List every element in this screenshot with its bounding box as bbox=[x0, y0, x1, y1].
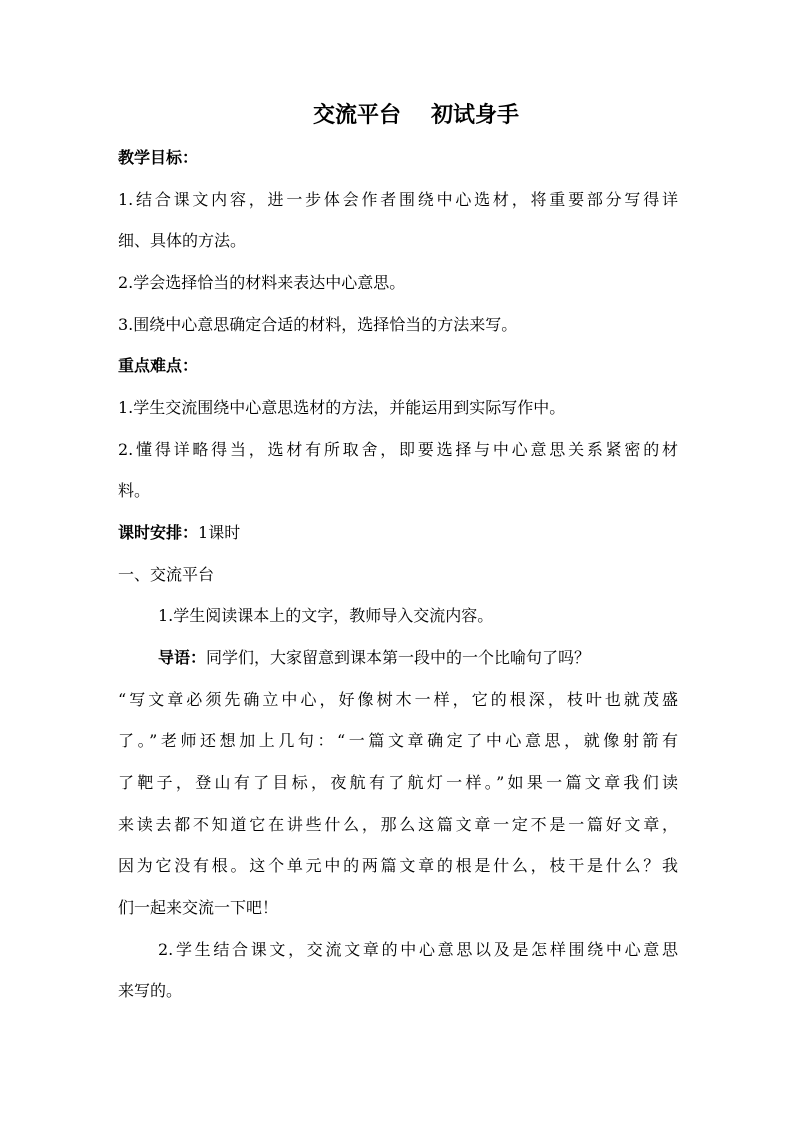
page-title bbox=[0, 100, 794, 130]
guide-line-1 bbox=[158, 646, 678, 670]
goals-heading: 教学目标： bbox=[118, 148, 199, 167]
guide-line-4: 了靶子，登山有了目标，夜航有了航灯一样。”如果一篇文章我们读 bbox=[118, 773, 678, 792]
guide-label: 导语： bbox=[158, 648, 207, 667]
key-points-heading: 重点难点： bbox=[118, 356, 199, 375]
schedule-line bbox=[118, 521, 678, 545]
guide-line-5: 来读去都不知道它在讲些什么，那么这篇文章一定不是一篇好文章， bbox=[118, 815, 678, 834]
goal-item-1-line-1: 1.结合课文内容，进一步体会作者围绕中心选材，将重要部分写得详 bbox=[118, 190, 678, 209]
guide-line-2: “写文章必须先确立中心，好像树木一样，它的根深，枝叶也就茂盛 bbox=[118, 690, 678, 709]
key-point-item-1: 1.学生交流围绕中心意思选材的方法，并能运用到实际写作中。 bbox=[118, 398, 566, 417]
section-1-step-2-line-2: 来写的。 bbox=[118, 981, 183, 1000]
schedule-label: 课时安排： bbox=[118, 523, 199, 542]
key-point-item-2-line-1: 2.懂得详略得当，选材有所取舍，即要选择与中心意思关系紧密的材 bbox=[118, 440, 678, 459]
section-1-heading: 一、交流平台 bbox=[118, 565, 215, 584]
section-1-step-2-line-1: 2.学生结合课文，交流文章的中心意思以及是怎样围绕中心意思 bbox=[158, 940, 678, 959]
title-part-2: 初试身手 bbox=[431, 102, 520, 128]
title-part-1: 交流平台 bbox=[312, 102, 401, 128]
goal-item-2: 2.学会选择恰当的材料来表达中心意思。 bbox=[118, 273, 406, 292]
goal-item-3: 3.围绕中心意思确定合适的材料，选择恰当的方法来写。 bbox=[118, 315, 518, 334]
guide-line-7: 们一起来交流一下吧！ bbox=[118, 898, 279, 917]
guide-line-6: 因为它没有根。这个单元中的两篇文章的根是什么，枝干是什么？我 bbox=[118, 856, 678, 875]
schedule-value: 1课时 bbox=[198, 523, 241, 542]
key-point-item-2-line-2: 料。 bbox=[118, 481, 151, 500]
guide-line-1-text: 同学们，大家留意到课本第一段中的一个比喻句了吗？ bbox=[206, 648, 591, 667]
goal-item-1-line-2: 细、具体的方法。 bbox=[118, 231, 247, 250]
guide-line-3: 了。”老师还想加上几句：“一篇文章确定了中心意思，就像射箭有 bbox=[118, 731, 678, 750]
section-1-step-1: 1.学生阅读课本上的文字，教师导入交流内容。 bbox=[158, 606, 494, 625]
